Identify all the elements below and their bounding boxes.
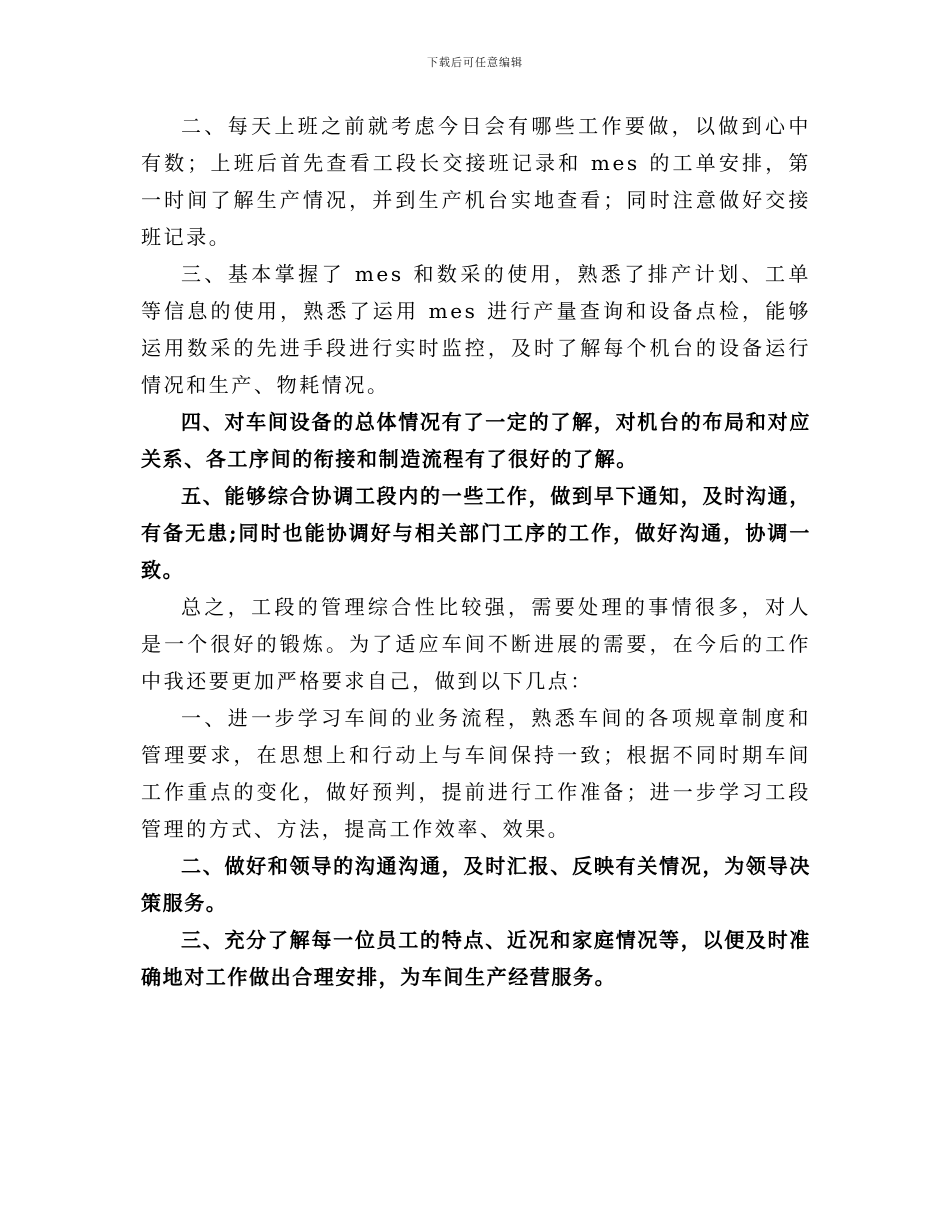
paragraph-5: 总之，工段的管理综合性比较强，需要处理的事情很多，对人是一个很好的锻炼。为了适应车间不断进展的需要，在今后的工作中我还要更加严格要求自己，做到以下几点： [141, 595, 811, 693]
document-body [141, 108, 811, 996]
paragraph-3: 四、对车间设备的总体情况有了一定的了解，对机台的布局和对应关系、各工序间的衔接和制造流程有了很好的了解。 [141, 410, 811, 471]
paragraph-7: 二、做好和领导的沟通沟通，及时汇报、反映有关情况，为领导决策服务。 [141, 854, 811, 915]
paragraph-1: 二、每天上班之前就考虑今日会有哪些工作要做，以做到心中有数；上班后首先查看工段长交接班记录和 mes 的工单安排，第一时间了解生产情况，并到生产机台实地查看；同时注意做好交接班记录。 [141, 114, 811, 249]
paragraph-6: 一、进一步学习车间的业务流程，熟悉车间的各项规章制度和管理要求，在思想上和行动上与车间保持一致；根据不同时期车间工作重点的变化，做好预判，提前进行工作准备；进一步学习工段管理的方式、方法，提高工作效率、效果。 [141, 706, 811, 841]
page-header: 下载后可任意编辑 [427, 56, 523, 69]
paragraph-4: 五、能够综合协调工段内的一些工作，做到早下通知，及时沟通，有备无患;同时也能协调好与相关部门工序的工作，做好沟通，协调一致。 [141, 484, 811, 582]
paragraph-2: 三、基本掌握了 mes 和数采的使用，熟悉了排产计划、工单等信息的使用，熟悉了运用 mes 进行产量查询和设备点检，能够运用数采的先进手段进行实时监控，及时了解每个机台的设备运行情况和生产、物耗情况。 [141, 262, 811, 397]
paragraph-8: 三、充分了解每一位员工的特点、近况和家庭情况等，以便及时准确地对工作做出合理安排，为车间生产经营服务。 [141, 928, 811, 989]
